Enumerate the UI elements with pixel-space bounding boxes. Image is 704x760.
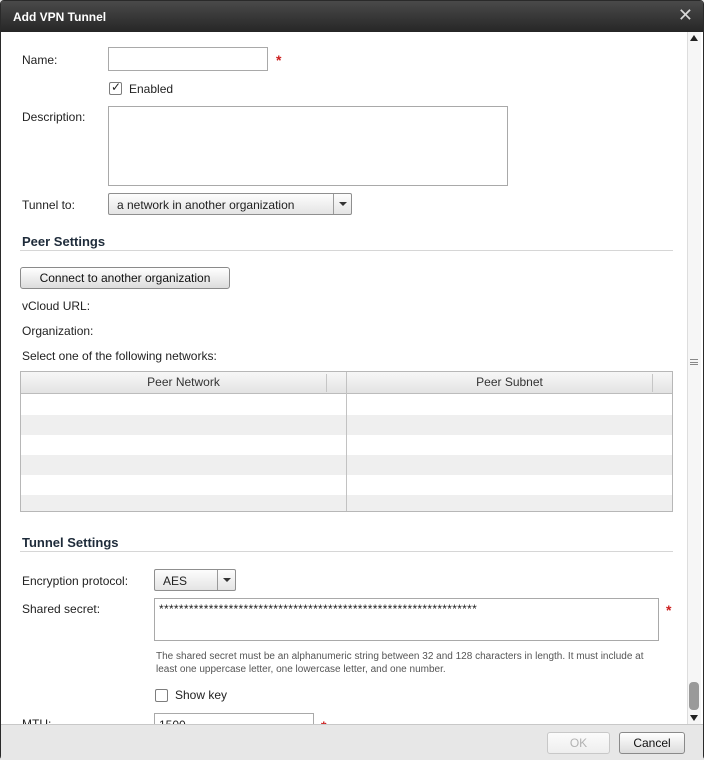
encryption-protocol-select[interactable] bbox=[154, 569, 236, 591]
encryption-protocol-label: Encryption protocol: bbox=[22, 574, 129, 588]
encryption-protocol-value: AES bbox=[163, 574, 188, 588]
enabled-label: Enabled bbox=[129, 82, 174, 96]
vcloud-url-label: vCloud URL: bbox=[22, 299, 91, 313]
show-key-label: Show key bbox=[175, 688, 228, 702]
peer-networks-table bbox=[20, 371, 673, 512]
tunnel-to-value: a network in another organization bbox=[117, 198, 295, 212]
checkmark-icon: ✓ bbox=[111, 80, 122, 94]
scroll-grip-icon bbox=[690, 359, 698, 365]
name-label: Name: bbox=[22, 53, 58, 67]
organization-label: Organization: bbox=[22, 324, 94, 338]
scroll-thumb[interactable] bbox=[689, 682, 699, 710]
shared-secret-value: **************************************************************** bbox=[159, 602, 478, 616]
column-resize-handle[interactable] bbox=[652, 374, 653, 392]
scroll-up-icon[interactable] bbox=[690, 35, 698, 41]
shared-secret-hint: The shared secret must be an alphanumeric string between 32 and 128 characters in length. It must include at least one uppercase letter, one lowercase letter, and one number. bbox=[156, 651, 644, 675]
dropdown-arrow-icon[interactable] bbox=[217, 570, 235, 590]
tunnel-to-select[interactable] bbox=[108, 193, 352, 215]
column-header-peer-subnet[interactable]: Peer Subnet bbox=[476, 375, 543, 389]
name-input[interactable] bbox=[108, 47, 268, 71]
select-network-prompt: Select one of the following networks: bbox=[22, 349, 217, 363]
vertical-scrollbar[interactable] bbox=[687, 32, 701, 724]
tunnel-settings-title: Tunnel Settings bbox=[22, 535, 119, 550]
shared-secret-required-marker: * bbox=[666, 602, 672, 618]
enabled-checkbox[interactable] bbox=[109, 82, 122, 95]
column-header-peer-network[interactable]: Peer Network bbox=[147, 375, 220, 389]
close-icon[interactable]: ✕ bbox=[677, 5, 693, 25]
dialog-titlebar bbox=[1, 1, 703, 32]
column-resize-handle[interactable] bbox=[326, 374, 327, 392]
peer-settings-divider bbox=[20, 250, 673, 251]
connect-to-another-organization-button[interactable]: Connect to another organization bbox=[20, 267, 230, 289]
peer-settings-title: Peer Settings bbox=[22, 234, 106, 249]
cancel-button[interactable]: Cancel bbox=[619, 732, 685, 754]
column-divider bbox=[346, 372, 347, 511]
tunnel-to-label: Tunnel to: bbox=[22, 198, 75, 212]
dropdown-arrow-icon[interactable] bbox=[333, 194, 351, 214]
shared-secret-input[interactable] bbox=[154, 598, 659, 641]
dialog-content bbox=[1, 32, 689, 724]
ok-button[interactable]: OK bbox=[547, 732, 610, 754]
description-label: Description: bbox=[22, 110, 86, 124]
name-required-marker: * bbox=[276, 52, 282, 68]
tunnel-settings-divider bbox=[20, 551, 673, 552]
scroll-down-icon[interactable] bbox=[690, 715, 698, 721]
dialog-title: Add VPN Tunnel bbox=[13, 10, 107, 24]
shared-secret-label: Shared secret: bbox=[22, 602, 101, 616]
dialog-footer bbox=[1, 724, 703, 760]
description-textarea[interactable] bbox=[108, 106, 508, 186]
show-key-checkbox[interactable] bbox=[155, 689, 168, 702]
